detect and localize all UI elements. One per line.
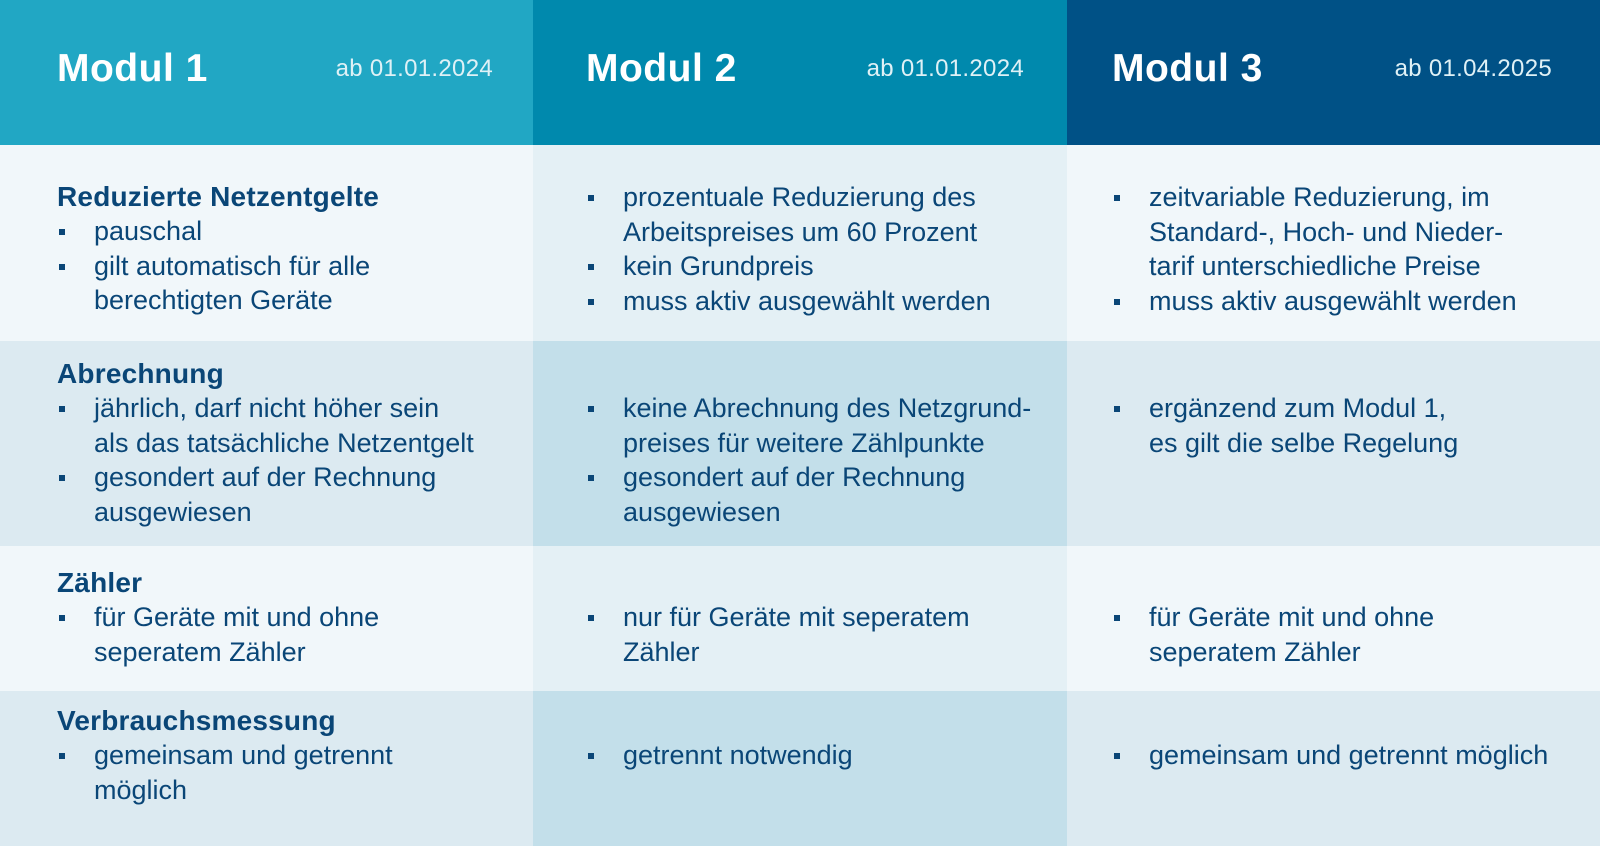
header-modul-1 bbox=[0, 0, 533, 145]
list-item: kein Grundpreis bbox=[586, 249, 1047, 284]
header-modul-3 bbox=[1067, 0, 1600, 145]
cell-modul-2 bbox=[533, 145, 1067, 341]
bullet-list bbox=[57, 738, 513, 807]
list-item: gesondert auf der Rechnung ausgewiesen bbox=[57, 460, 513, 529]
list-item: gemeinsam und getrennt möglich bbox=[1112, 738, 1580, 773]
header-modul-2 bbox=[533, 0, 1067, 145]
list-item: zeitvariable Reduzierung, im Standard-, Hoch- und Nieder- tarif unterschiedliche Preise bbox=[1112, 180, 1580, 284]
list-item: jährlich, darf nicht höher sein als das tatsächliche Netzentgelt bbox=[57, 391, 513, 460]
header-title: Modul 2 bbox=[586, 46, 737, 90]
list-item: ergänzend zum Modul 1, es gilt die selbe Regelung bbox=[1112, 391, 1580, 460]
cell-modul-3 bbox=[1067, 145, 1600, 341]
cell-modul-1 bbox=[0, 341, 533, 546]
bullet-list bbox=[1112, 738, 1580, 773]
header-date: ab 01.04.2025 bbox=[1394, 54, 1552, 82]
bullet-list bbox=[586, 600, 1047, 669]
row-title: Reduzierte Netzentgelte bbox=[57, 181, 379, 212]
row-title: Zähler bbox=[57, 567, 143, 598]
bullet-list bbox=[57, 600, 513, 669]
list-item: muss aktiv ausgewählt werden bbox=[586, 284, 1047, 319]
list-item: gemeinsam und getrennt möglich bbox=[57, 738, 513, 807]
list-item: pauschal bbox=[57, 214, 513, 249]
cell-modul-1 bbox=[0, 546, 533, 691]
bullet-list bbox=[1112, 180, 1580, 318]
list-item: gesondert auf der Rechnung ausgewiesen bbox=[586, 460, 1047, 529]
list-item: gilt automatisch für alle berechtigten Geräte bbox=[57, 249, 513, 318]
list-item: für Geräte mit und ohne seperatem Zähler bbox=[57, 600, 513, 669]
bullet-list bbox=[57, 391, 513, 529]
cell-modul-1 bbox=[0, 145, 533, 341]
header-title: Modul 3 bbox=[1112, 46, 1263, 90]
cell-modul-3 bbox=[1067, 546, 1600, 691]
cell-modul-2 bbox=[533, 546, 1067, 691]
list-item: keine Abrechnung des Netzgrund- preises für weitere Zählpunkte bbox=[586, 391, 1047, 460]
header-title: Modul 1 bbox=[57, 46, 208, 90]
bullet-list bbox=[1112, 600, 1580, 669]
bullet-list bbox=[586, 738, 1047, 773]
cell-modul-3 bbox=[1067, 341, 1600, 546]
list-item: nur für Geräte mit seperatem Zähler bbox=[586, 600, 1047, 669]
cell-modul-2 bbox=[533, 691, 1067, 846]
cell-modul-1 bbox=[0, 691, 533, 846]
list-item: für Geräte mit und ohne seperatem Zähler bbox=[1112, 600, 1580, 669]
header-date: ab 01.01.2024 bbox=[335, 54, 493, 82]
bullet-list bbox=[57, 214, 513, 318]
bullet-list bbox=[586, 180, 1047, 318]
bullet-list bbox=[1112, 391, 1580, 460]
row-title: Abrechnung bbox=[57, 358, 224, 389]
cell-modul-2 bbox=[533, 341, 1067, 546]
list-item: prozentuale Reduzierung des Arbeitspreises um 60 Prozent bbox=[586, 180, 1047, 249]
cell-modul-3 bbox=[1067, 691, 1600, 846]
row-title: Verbrauchsmessung bbox=[57, 705, 336, 736]
header-date: ab 01.01.2024 bbox=[866, 54, 1024, 82]
list-item: muss aktiv ausgewählt werden bbox=[1112, 284, 1580, 319]
list-item: getrennt notwendig bbox=[586, 738, 1047, 773]
bullet-list bbox=[586, 391, 1047, 529]
